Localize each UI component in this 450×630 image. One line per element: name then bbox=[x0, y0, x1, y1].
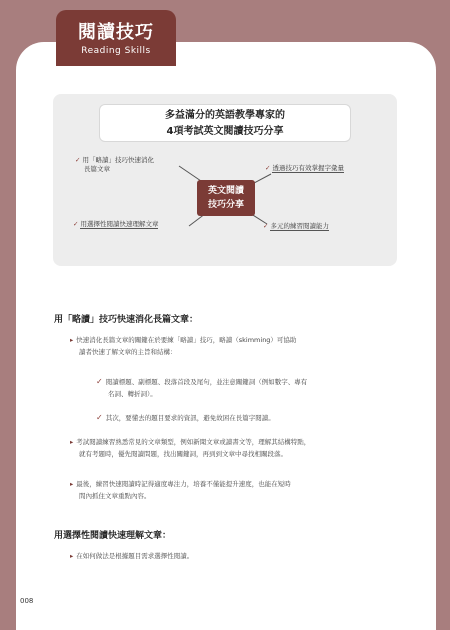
check-icon: ✓ bbox=[73, 220, 79, 228]
arrow-bullet-icon: ▸ bbox=[70, 336, 74, 344]
mind-map-title: 多益滿分的英語教學專家的 4項考試英文閱讀技巧分享 bbox=[99, 104, 351, 142]
tab-title: 閱讀技巧 bbox=[78, 22, 154, 43]
mind-map-node-bottom-right: ✓ 多元的練習閱讀能力 bbox=[263, 222, 329, 230]
arrow-bullet-icon: ▸ bbox=[70, 480, 74, 488]
section1-heading: 用「略讀」技巧快速消化長篇文章： bbox=[54, 315, 199, 325]
mind-map bbox=[53, 94, 397, 266]
mind-map-node-top-right: ✓ 透過技巧有效掌握字彙量 bbox=[265, 164, 344, 172]
arrow-bullet-icon: ▸ bbox=[70, 438, 74, 446]
arrow-bullet-icon: ▸ bbox=[70, 552, 74, 560]
section2-paragraph-1: ▸ 在如何做法是根據題目需求選擇性閱讀。 bbox=[70, 552, 194, 560]
mind-map-node-top-left: ✓ 用「略讀」技巧快速消化 長篇文章 bbox=[75, 156, 154, 173]
section1-paragraph-1: ▸ 快速消化長篇文章的關鍵在於要練「略讀」技巧，略讀（skimming）可協助 讀者快速了解文章的主旨和結構： bbox=[70, 336, 297, 356]
tab-subtitle: Reading Skills bbox=[81, 46, 151, 56]
mind-map-center: 英文閱讀 技巧分享 bbox=[197, 180, 255, 216]
check-icon: ✓ bbox=[75, 156, 81, 164]
section1-sub-item-2: ✓ 其次，要懂去的題目要求的資訊，避免故困在長篇字閱讀。 bbox=[96, 413, 275, 422]
section1-sub-item-1: ✓ 閱讀標題、副標題、段落首段及尾句，並注意關鍵詞（例如數字、專有 名詞、轉折詞）。 bbox=[96, 377, 308, 398]
check-icon: ✓ bbox=[265, 164, 271, 172]
check-icon: ✓ bbox=[96, 413, 103, 422]
section-tab bbox=[56, 10, 176, 66]
check-icon: ✓ bbox=[263, 222, 269, 230]
page-number: 008 bbox=[20, 597, 34, 605]
section2-heading: 用選擇性閱讀快速理解文章： bbox=[54, 531, 172, 541]
section1-paragraph-3: ▸ 最後，練習快速閱讀時記得適度專注力，培養不僅能提升速度，也能在短時 間內抓住文章重點內容。 bbox=[70, 480, 291, 500]
section1-paragraph-2: ▸ 考試閱讀練習熟悉常見的文章類型，例如新聞文章或讀書文等，理解其結構特點， 就有考題時，優先閱讀問題，找出關鍵詞，再到到文章中尋找相關段落。 bbox=[70, 438, 311, 458]
mind-map-node-bottom-left: ✓ 用選擇性閱讀快速理解文章 bbox=[73, 220, 159, 228]
check-icon: ✓ bbox=[96, 377, 103, 386]
